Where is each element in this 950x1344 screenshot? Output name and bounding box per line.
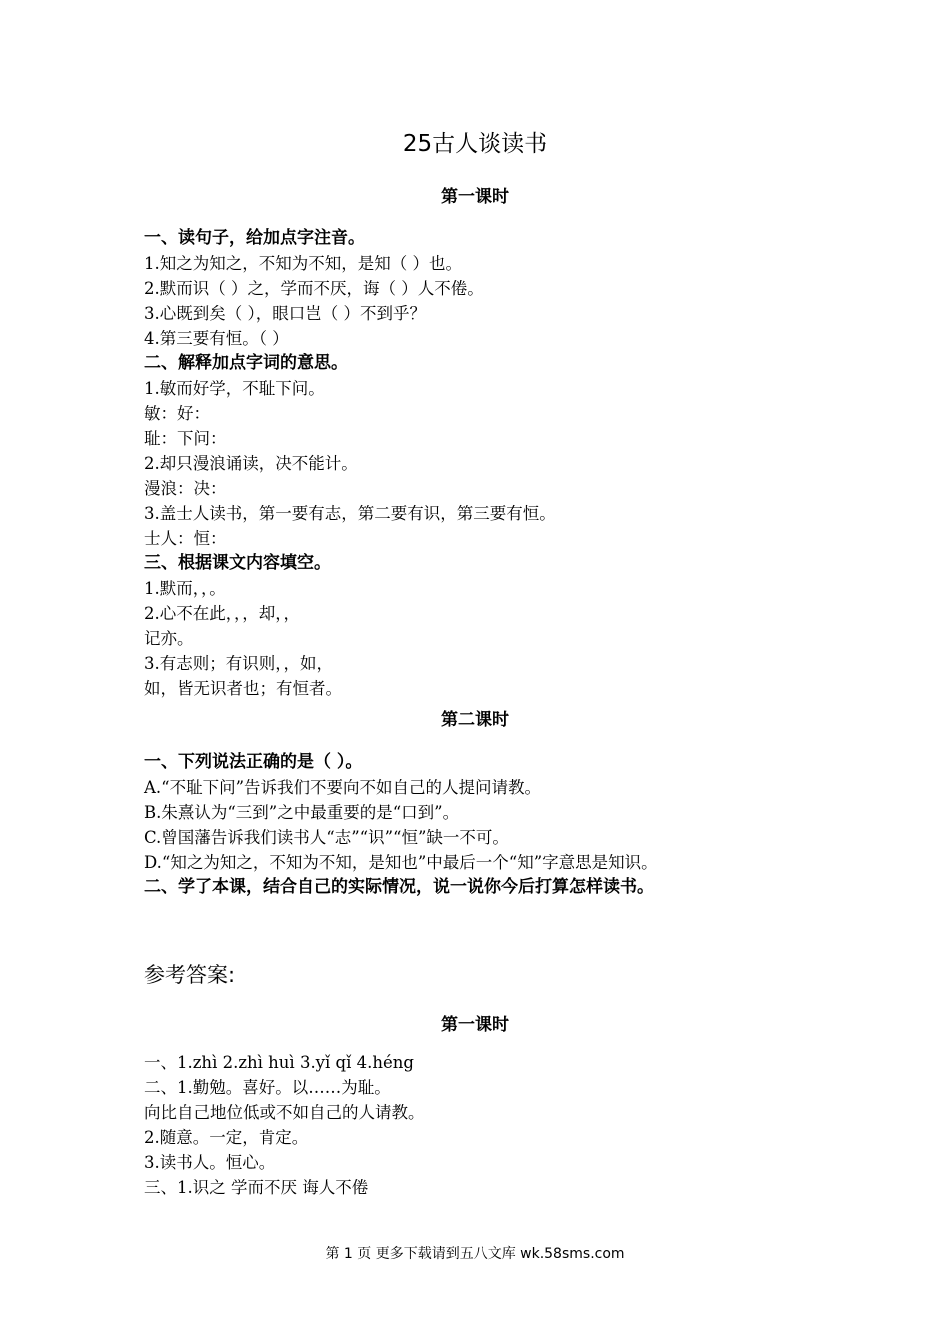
page-footer: 第 1 页 更多下载请到五八文库 wk.58sms.com xyxy=(325,1246,625,1262)
part2-item: 敏：好： xyxy=(144,404,210,423)
part3-item: 记亦。 xyxy=(144,629,194,648)
part3-item: 3.有志则；有识则，，如， xyxy=(144,654,333,673)
lesson2-part1-heading: 一、下列说法正确的是（ ）。 xyxy=(144,752,363,772)
option-b: B.朱熹认为“三到”之中最重要的是“口到”。 xyxy=(144,803,460,822)
answers-title: 参考答案: xyxy=(144,963,236,987)
part2-item: 3.盖士人读书，第一要有志，第二要有识，第三要有恒。 xyxy=(144,504,556,523)
lesson2-part2-heading: 二、学了本课，结合自己的实际情况，说一说你今后打算怎样读书。 xyxy=(144,877,654,897)
part2-item: 漫浪：决： xyxy=(144,479,227,498)
part1-item: 1.知之为知之，不知为不知，是知（ ）也。 xyxy=(144,254,462,273)
answers-lesson1-title: 第一课时 xyxy=(441,1015,509,1035)
page-title: 25古人谈读书 xyxy=(402,131,548,157)
part2-item: 2.却只漫浪诵读，决不能计。 xyxy=(144,454,358,473)
option-d: D.“知之为知之，不知为不知，是知也”中最后一个“知”字意思是知识。 xyxy=(144,853,658,872)
answer-line: 三、1.识之 学而不厌 诲人不倦 xyxy=(144,1178,369,1197)
option-c: C.曾国藩告诉我们读书人“志”“识”“恒”缺一不可。 xyxy=(144,828,509,847)
lesson2-title: 第二课时 xyxy=(441,710,509,730)
part2-item: 耻：下问： xyxy=(144,429,227,448)
lesson2-content xyxy=(144,750,824,900)
answer-line: 向比自己地位低或不如自己的人请教。 xyxy=(144,1103,425,1122)
part1-item: 3.心既到矣（ ），眼口岂（ ）不到乎？ xyxy=(144,304,426,323)
answers-content xyxy=(144,1050,824,1200)
answer-line: 一、1.zhì 2.zhì huì 3.yǐ qǐ 4.héng xyxy=(144,1053,414,1072)
part3-item: 如，皆无识者也；有恒者。 xyxy=(144,679,342,698)
part1-heading: 一、读句子，给加点字注音。 xyxy=(144,228,365,248)
option-a: A.“不耻下问”告诉我们不要向不如自己的人提问请教。 xyxy=(144,778,542,797)
lesson1-title: 第一课时 xyxy=(441,187,509,207)
part3-item: 2.心不在此，，，却，， xyxy=(144,604,300,623)
answer-line: 3.读书人。恒心。 xyxy=(144,1153,276,1172)
part3-heading: 三、根据课文内容填空。 xyxy=(144,553,331,573)
part2-item: 士人：恒： xyxy=(144,529,227,548)
part3-item: 1.默而，，。 xyxy=(144,579,226,598)
lesson1-content xyxy=(144,226,824,701)
part2-heading: 二、解释加点字词的意思。 xyxy=(144,353,348,373)
part2-item: 1.敏而好学，不耻下问。 xyxy=(144,379,325,398)
part1-item: 4.第三要有恒。（ ） xyxy=(144,329,289,348)
part1-item: 2.默而识（ ）之，学而不厌，诲（ ）人不倦。 xyxy=(144,279,484,298)
answer-line: 2.随意。一定，肯定。 xyxy=(144,1128,309,1147)
answer-line: 二、1.勤勉。喜好。以……为耻。 xyxy=(144,1078,391,1097)
